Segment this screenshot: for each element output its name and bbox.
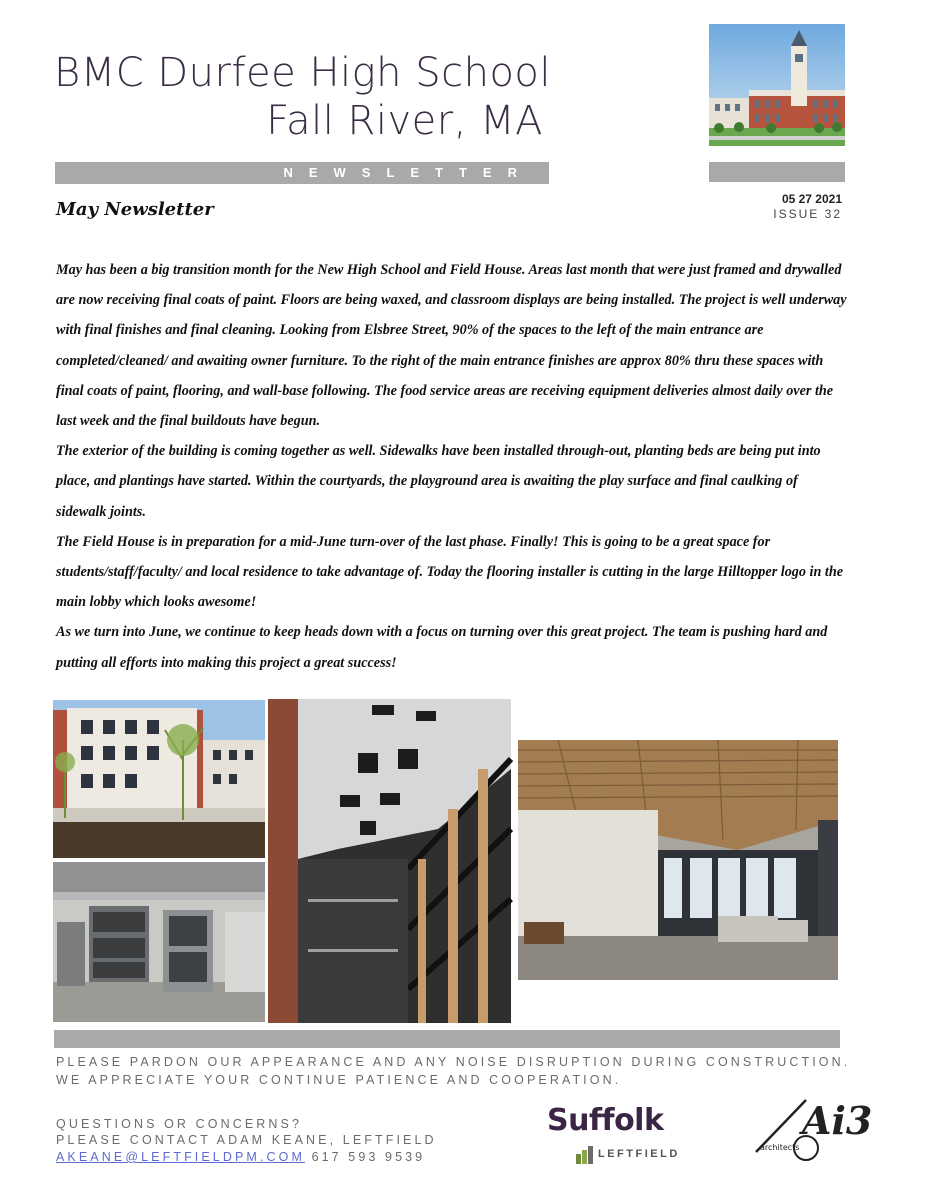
newsletter-heading: May Newsletter <box>56 199 214 220</box>
interior-photo <box>518 740 838 980</box>
school-rendering-image <box>709 24 845 146</box>
atrium-photo <box>268 699 511 1023</box>
exterior-photo <box>53 700 265 858</box>
ai3-subtitle: architects <box>760 1143 800 1152</box>
side-banner <box>709 162 845 182</box>
contact-person: PLEASE CONTACT ADAM KEANE, LEFTFIELD <box>56 1133 437 1147</box>
suffolk-logo: Suffolk <box>547 1103 664 1138</box>
school-location: Fall River, MA <box>266 98 543 144</box>
notice-line: WE APPRECIATE YOUR CONTINUE PATIENCE AND COOPERATION. <box>56 1073 622 1087</box>
newsletter-banner <box>55 162 549 184</box>
ai3-architects-logo <box>752 1092 873 1166</box>
body-paragraph: May has been a big transition month for the New High School and Field House. Areas last month that were just framed and drywalled are now receiving final coats of paint. Floors are being waxed, and classroom displays are being installed. The project is well underway with final finishes and final cleaning. Looking from Elsbree Street, 90% of the spaces to the left of the main entrance are completed/cleaned/ and awaiting owner furniture. To the right of the main entrance finishes are approx 80% thru these spaces with final coats of paint, flooring, and wall-base following. The food service areas are receiving equipment deliveries almost daily over the last week and the final buildouts have begun. <box>56 262 847 430</box>
leftfield-wordmark: LEFTFIELD <box>598 1148 680 1160</box>
footer-divider <box>54 1030 840 1048</box>
contact-heading: QUESTIONS OR CONCERNS? <box>56 1117 303 1131</box>
issue-number: ISSUE 32 <box>773 207 842 221</box>
kitchen-photo <box>53 862 265 1022</box>
contact-email-link[interactable]: AKEANE@LEFTFIELDPM.COM <box>56 1150 305 1164</box>
newsletter-label: NEWSLETTER <box>283 165 533 180</box>
body-paragraph: As we turn into June, we continue to keep heads down with a focus on turning over this great project. The team is pushing hard and putting all efforts into making this project a great success! <box>56 624 828 671</box>
contact-details <box>56 1150 425 1164</box>
ai3-wordmark: Ai3 <box>802 1098 873 1143</box>
leftfield-mark-icon <box>576 1146 594 1164</box>
school-title: BMC Durfee High School <box>54 50 552 96</box>
notice-line: PLEASE PARDON OUR APPEARANCE AND ANY NOISE DISRUPTION DURING CONSTRUCTION. <box>56 1055 851 1069</box>
contact-phone: 617 593 9539 <box>311 1150 426 1164</box>
issue-date: 05 27 2021 <box>781 192 842 206</box>
body-paragraph: The exterior of the building is coming together as well. Sidewalks have been installed through-out, planting beds are being put into place, and plantings have started. Within the courtyards, the playground area is awaiting the play surface and final caulking of sidewalk joints. <box>56 443 821 520</box>
leftfield-logo <box>576 1146 706 1168</box>
newsletter-body <box>56 255 851 678</box>
body-paragraph: The Field House is in preparation for a mid-June turn-over of the last phase. Finally! This is going to be a great space for students/staff/faculty/ and local residence to take advantage of. Today the flooring installer is cutting in the large Hilltopper logo in the main lobby which looks awesome! <box>56 533 844 611</box>
